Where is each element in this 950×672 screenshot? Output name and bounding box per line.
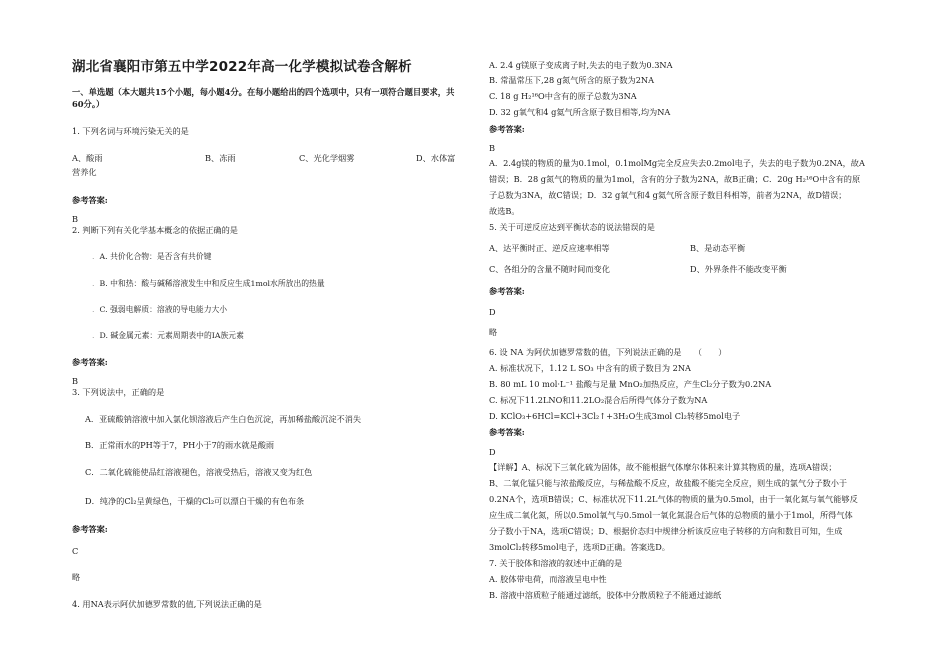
q3-option-a: A．亚硫酸钠溶液中加入氯化钡溶液后产生白色沉淀，再加稀盐酸沉淀不消失	[85, 414, 362, 424]
q6-stem: 6. 设 NA 为阿伏加德罗常数的值，下列说法正确的是 （ ）	[489, 347, 727, 357]
q3-stem: 3. 下列说法中，正确的是	[72, 387, 165, 397]
q1-option-b: B、冻雨	[205, 153, 236, 163]
q1-option-a: A、酸雨	[72, 153, 103, 163]
q3-note: 略	[72, 572, 81, 582]
q6-option-c: C. 标况下11.2LNO和11.2LO₂混合后所得气体分子数为NA	[489, 395, 708, 405]
q6-explain-line: 【详解】A、标况下三氧化硫为固体，故不能根据气体摩尔体积来计算其物质的量，选项A错误；	[489, 462, 837, 472]
q5-stem: 5. 关于可逆反应达到平衡状态的说法错误的是	[489, 222, 655, 232]
q7-option-b: B. 溶液中溶质粒子能通过滤纸，胶体中分散质粒子不能通过滤纸	[489, 590, 722, 600]
q4-option-a: A. 2.4 g镁原子变成离子时,失去的电子数为0.3NA	[489, 60, 673, 70]
q1-option-c: C、光化学烟雾	[299, 153, 355, 163]
q3-option-b: B．正常雨水的PH等于7，PH小于7的雨水就是酸雨	[85, 440, 275, 450]
q6-option-b: B. 80 mL 10 mol·L⁻¹ 盐酸与足量 MnO₂加热反应，产生Cl₂分子数为0.2NA	[489, 379, 772, 389]
q1-answer-heading: 参考答案:	[72, 195, 108, 205]
q6-option-a: A. 标准状况下，1.12 L SO₃ 中含有的质子数目为 2NA	[489, 363, 691, 373]
q5-option-b: B、是动态平衡	[690, 243, 746, 253]
q4-explain-line: 错误；B．28 g氮气的物质的量为1mol，含有的分子数为2NA，故B正确；C．20g H₂¹⁶O中含有的原	[489, 174, 861, 184]
q4-stem: 4. 用NA表示阿伏加德罗常数的值,下列说法正确的是	[72, 599, 262, 609]
q6-explain-line: 分子数小于NA，选项C错误；D、根据价态归中规律分析该反应电子转移的方向和数目可知，生成	[489, 526, 843, 536]
q6-explain-line: 应生成二氧化氮，所以0.5mol氧气与0.5mol一氧化氮混合后气体的总物质的量小于1mol，所得气体	[489, 510, 853, 520]
q6-option-d: D. KClO₃+6HCl=KCl+3Cl₂↑+3H₂O生成3mol Cl₂转移5mol电子	[489, 411, 741, 421]
q3-answer-heading: 参考答案:	[72, 524, 108, 534]
q2-option-c: . C. 强弱电解质：溶液的导电能力大小	[92, 305, 228, 314]
q3-option-c: C．二氧化硫能使品红溶液褪色，溶液受热后，溶液又变为红色	[85, 467, 313, 477]
q1-stem: 1. 下列名词与环境污染无关的是	[72, 126, 189, 136]
q5-answer: D	[489, 307, 496, 317]
q2-answer: B	[72, 376, 79, 386]
q2-stem: 2. 判断下列有关化学基本概念的依据正确的是	[72, 225, 238, 235]
q5-option-d: D、外界条件不能改变平衡	[690, 264, 787, 274]
q4-option-b: B. 常温常压下,28 g氮气所含的原子数为2NA	[489, 75, 654, 85]
q4-explain-line: 故选B。	[489, 206, 520, 216]
q6-explain-line: 0.2NA个，选项B错误；C、标准状况下11.2L气体的物质的量为0.5mol，由于一氧化氮与氧气能够反	[489, 494, 858, 504]
q6-answer-heading: 参考答案:	[489, 427, 525, 437]
q5-option-c: C、各组分的含量不随时间而变化	[489, 264, 610, 274]
q3-option-d: D．纯净的Cl₂呈黄绿色，干燥的Cl₂可以漂白干燥的有色布条	[85, 496, 305, 506]
section-heading: 一、单选题（本大题共15个小题，每小题4分。在每小题给出的四个选项中，只有一项符合题目要求，共60分。）	[72, 87, 455, 109]
q4-option-c: C. 18 g H₂¹⁶O中含有的原子总数为3NA	[489, 91, 637, 101]
q1-option-d-cont: 营养化	[72, 167, 97, 177]
q3-answer: C	[72, 546, 79, 556]
q6-explain-line: 3molCl₂转移5mol电子，选项D正确。答案选D。	[489, 542, 670, 552]
q1-option-d: D、水体富	[416, 153, 456, 163]
q5-answer-heading: 参考答案:	[489, 286, 525, 296]
q5-option-a: A、达平衡时正、逆反应速率相等	[489, 243, 610, 253]
q4-option-d: D. 32 g氧气和4 g氦气所含原子数目相等,均为NA	[489, 107, 671, 117]
q2-option-b: . B. 中和热：酸与碱稀溶液发生中和反应生成1mol水所放出的热量	[92, 279, 325, 288]
q6-explain-line: B、二氧化锰只能与浓盐酸反应，与稀盐酸不反应，故盐酸不能完全反应，则生成的氯气分子数小于	[489, 478, 848, 488]
q2-answer-heading: 参考答案:	[72, 357, 108, 367]
q1-answer: B	[72, 214, 79, 224]
q5-note: 略	[489, 327, 498, 337]
q7-stem: 7. 关于胶体和溶液的叙述中正确的是	[489, 558, 623, 568]
document-title: 湖北省襄阳市第五中学2022年高一化学模拟试卷含解析	[72, 59, 412, 75]
q2-option-a: . A. 共价化合物：是否含有共价键	[92, 252, 212, 261]
q4-answer-heading: 参考答案:	[489, 124, 525, 134]
q4-explain-line: A．2.4g镁的物质的量为0.1mol，0.1molMg完全反应失去0.2mol电子，失去的电子数为0.2NA，故A	[489, 158, 865, 168]
q2-option-d: . D. 碱金属元素：元素周期表中的IA族元素	[92, 331, 244, 340]
q6-answer: D	[489, 447, 496, 457]
q7-option-a: A. 胶体带电荷，而溶液呈电中性	[489, 574, 607, 584]
q4-answer: B	[489, 143, 496, 153]
q4-explain-line: 子总数为3NA，故C错误；D．32 g氧气和4 g氦气所含原子数目科相等，前者为2NA，故D错误；	[489, 190, 847, 200]
